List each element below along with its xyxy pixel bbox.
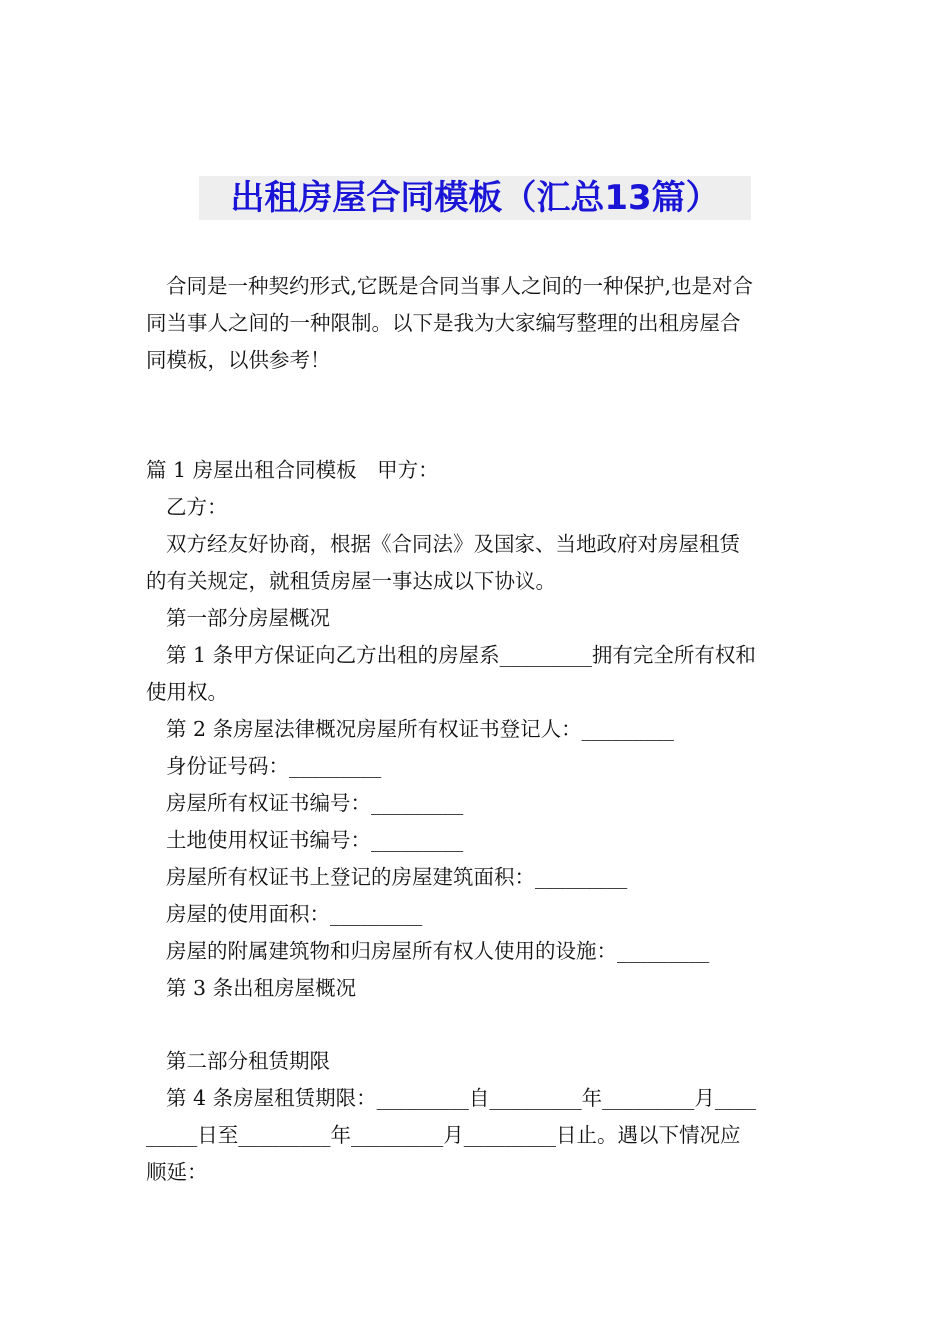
article-2-line-4: 土地使用权证书编号：_________ <box>166 828 464 852</box>
article-2-line-2: 身份证号码：_________ <box>166 754 382 778</box>
intro-line-1: 合同是一种契约形式,它既是合同当事人之间的一种保护,也是对合 <box>166 274 754 298</box>
article-4-line-2: _____日至_________年_________月_________日止。遇以下情况应 <box>146 1123 741 1147</box>
article-3-title: 第 3 条出租房屋概况 <box>166 976 357 1000</box>
agreement-line-2: 的有关规定，就租赁房屋一事达成以下协议。 <box>146 569 556 593</box>
part-1-title: 第一部分房屋概况 <box>166 606 330 630</box>
section-1-heading: 篇 1 房屋出租合同模板 甲方： <box>146 458 439 482</box>
article-2-line-3: 房屋所有权证书编号：_________ <box>166 791 464 815</box>
article-4-line-3: 顺延： <box>146 1160 208 1184</box>
agreement-line-1: 双方经友好协商，根据《合同法》及国家、当地政府对房屋租赁 <box>166 532 740 556</box>
article-2-line-6: 房屋的使用面积：_________ <box>166 902 423 926</box>
intro-line-2: 同当事人之间的一种限制。以下是我为大家编写整理的出租房屋合 <box>146 311 741 335</box>
document-title: 出租房屋合同模板（汇总13篇） <box>199 176 751 220</box>
party-b-label: 乙方： <box>166 495 228 519</box>
intro-line-3: 同模板，以供参考！ <box>146 348 331 372</box>
article-1-line-1: 第 1 条甲方保证向乙方出租的房屋系_________拥有完全所有权和 <box>166 643 756 667</box>
article-2-line-1: 第 2 条房屋法律概况房屋所有权证书登记人：_________ <box>166 717 674 741</box>
part-2-title: 第二部分租赁期限 <box>166 1049 330 1073</box>
article-2-line-7: 房屋的附属建筑物和归房屋所有权人使用的设施：_________ <box>166 939 710 963</box>
article-2-line-5: 房屋所有权证书上登记的房屋建筑面积：_________ <box>166 865 628 889</box>
article-4-line-1: 第 4 条房屋租赁期限：_________自_________年_________月____ <box>166 1086 756 1110</box>
article-1-line-2: 使用权。 <box>146 680 228 704</box>
